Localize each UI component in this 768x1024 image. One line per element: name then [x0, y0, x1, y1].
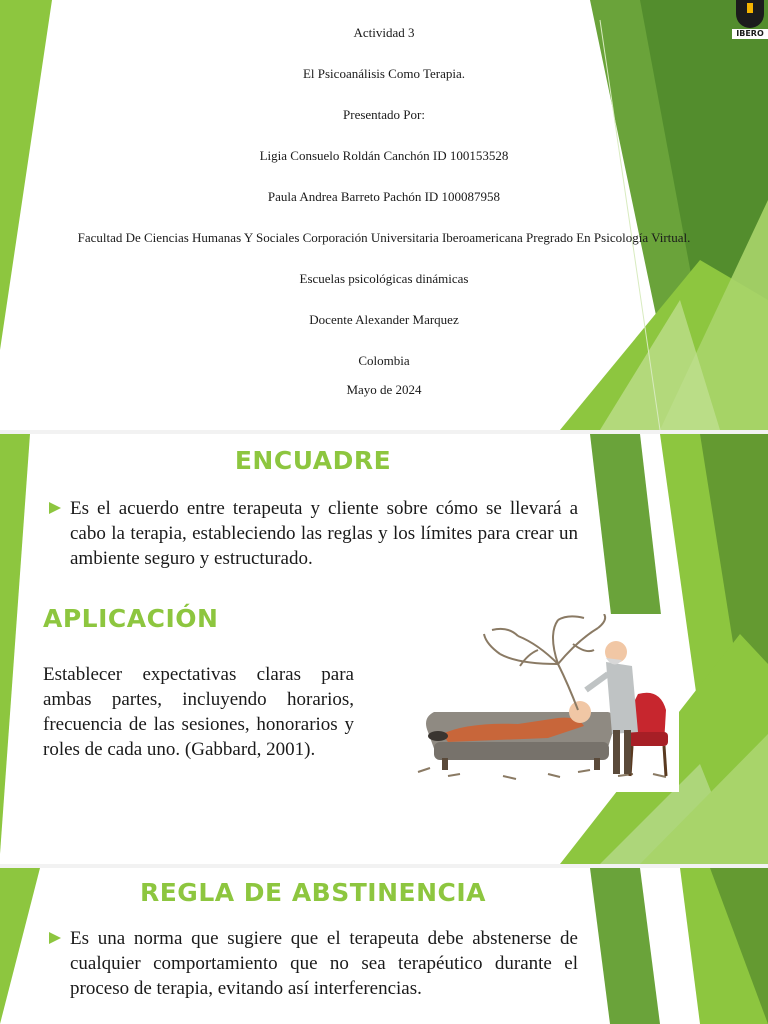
presented-by-label: Presentado Por:: [343, 107, 425, 122]
teacher-name: Docente Alexander Marquez: [309, 312, 459, 327]
ibero-logo: IBERO: [732, 0, 768, 44]
encuadre-bullet: [48, 496, 578, 571]
abstinencia-definition: Es una norma que sugiere que el terapeuta debe abstenerse de cualquier comportamiento que no sea terapéutico durante el proceso de terapia, evitando así interferencias.: [70, 928, 578, 999]
abstinencia-slide: [0, 868, 768, 1024]
encuadre-definition: Es el acuerdo entre terapeuta y cliente sobre cómo se llevará a cabo la terapia, estableciendo las reglas y los límites para crear un ambiente seguro y estructurado.: [70, 498, 578, 569]
activity-title: Actividad 3: [353, 25, 415, 40]
abstinencia-heading: REGLA DE ABSTINENCIA: [139, 878, 487, 907]
abstinencia-bullet: [48, 926, 578, 1001]
country: Colombia: [358, 353, 410, 368]
author-2: Paula Andrea Barreto Pachón ID 100087958: [267, 189, 501, 204]
document-title: El Psicoanálisis Como Terapia.: [302, 66, 466, 81]
cover-slide: [0, 0, 768, 430]
aplicacion-paragraph: Establecer expectativas claras para ambas partes, incluyendo horarios, frecuencia de las sesiones, honorarios y roles de cada uno. (Gabbard, 2001).: [43, 664, 354, 760]
encuadre-heading: ENCUADRE: [234, 446, 392, 475]
author-1: Ligia Consuelo Roldán Canchón ID 100153528: [259, 148, 509, 163]
faculty-line: Facultad De Ciencias Humanas Y Sociales Corporación Universitaria Iberoamericana Pregrado En Psicología Virtual.: [77, 230, 691, 245]
therapy-couch-illustration: [408, 614, 679, 792]
date: Mayo de 2024: [346, 382, 422, 397]
bullet-arrow-icon: [48, 926, 64, 1001]
bullet-arrow-icon: [48, 496, 64, 571]
aplicacion-heading: APLICACIÓN: [43, 604, 219, 633]
course-name: Escuelas psicológicas dinámicas: [299, 271, 469, 286]
